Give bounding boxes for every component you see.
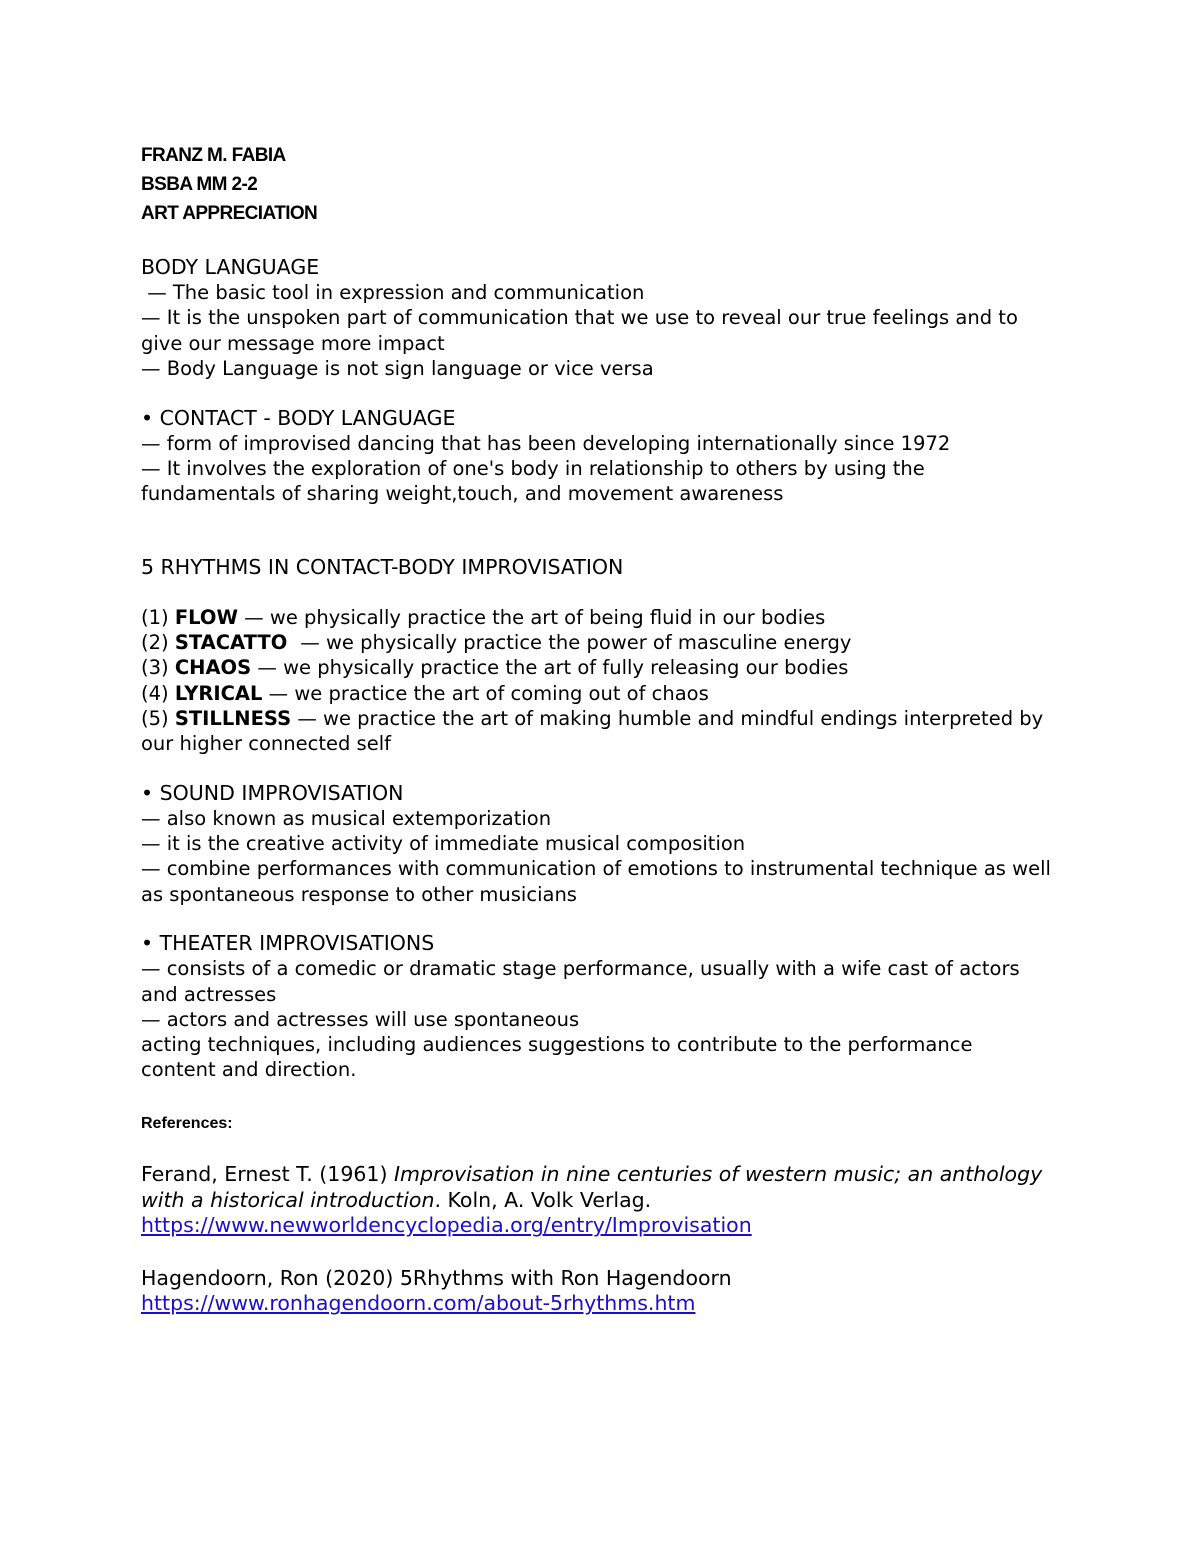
sound-heading: • SOUND IMPROVISATION (141, 780, 404, 805)
contact-line: — form of improvised dancing that has been developing internationally since 1972 (141, 431, 951, 455)
document-body (141, 255, 1051, 1317)
reference-entry: Hagendoorn, Ron (2020) 5Rhythms with Ron Hagendoorn (141, 1265, 732, 1290)
sound-line: — combine performances with communication of emotions to instrumental technique as well as spontaneous response to other musicians (141, 857, 1051, 906)
body-language-line: — Body Language is not sign language or vice versa (141, 356, 654, 380)
contact-line: — It involves the exploration of one's body in relationship to others by using the fundamentals of sharing weight,touch, and movement awareness (141, 456, 925, 506)
theater-heading: • THEATER IMPROVISATIONS (141, 931, 435, 956)
rhythm-term: CHAOS (174, 656, 252, 680)
reference-link[interactable]: https://www.newworldencyclopedia.org/entry/Improvisation (141, 1213, 752, 1238)
subject-title: ART APPRECIATION (141, 203, 318, 224)
rhythm-item: (5) STILLNESS — we practice the art of making humble and mindful endings interpreted by our higher connected self (141, 706, 1044, 756)
rhythm-term: STACATTO (174, 631, 295, 655)
rhythm-item: (1) FLOW — we physically practice the art of being fluid in our bodies (141, 606, 826, 630)
rhythms-heading: 5 RHYTHMS IN CONTACT-BODY IMPROVISATION (141, 555, 624, 580)
reference-entry: Ferand, Ernest T. (1961) Improvisation in nine centuries of western music; an anthology with a historical introduction. Koln, A. Volk Verlag. (141, 1162, 1043, 1212)
rhythm-item: (3) CHAOS — we physically practice the art of fully releasing our bodies (141, 656, 849, 680)
body-language-line: — It is the unspoken part of communication that we use to reveal our true feelings and to give our message more impact (141, 306, 1018, 355)
class-section: BSBA MM 2-2 (141, 174, 258, 195)
references-label: References: (141, 1115, 233, 1133)
theater-line: — consists of a comedic or dramatic stage performance, usually with a wife cast of actors and actresses (141, 957, 1020, 1006)
sound-line: — it is the creative activity of immediate musical composition (141, 832, 746, 856)
body-language-line: — The basic tool in expression and communication (141, 281, 645, 305)
rhythm-term: STILLNESS (174, 706, 292, 730)
body-language-heading: BODY LANGUAGE (141, 255, 320, 279)
theater-line: acting techniques, including audiences suggestions to contribute to the performance content and direction. (141, 1033, 973, 1082)
rhythm-item: (2) STACATTO — we physically practice the power of masculine energy (141, 631, 852, 655)
sound-line: — also known as musical extemporization (141, 806, 552, 830)
rhythm-item: (4) LYRICAL — we practice the art of coming out of chaos (141, 681, 709, 705)
reference-link[interactable]: https://www.ronhagendoorn.com/about-5rhythms.htm (141, 1291, 696, 1316)
rhythm-term: FLOW (174, 606, 238, 630)
rhythm-term: LYRICAL (174, 681, 263, 705)
student-name: FRANZ M. FABIA (141, 145, 286, 166)
contact-heading: • CONTACT - BODY LANGUAGE (141, 405, 456, 430)
theater-line: — actors and actresses will use spontaneous (141, 1007, 580, 1031)
reference-title: Improvisation in nine centuries of western music; an anthology with a historical introduction (141, 1162, 1043, 1212)
